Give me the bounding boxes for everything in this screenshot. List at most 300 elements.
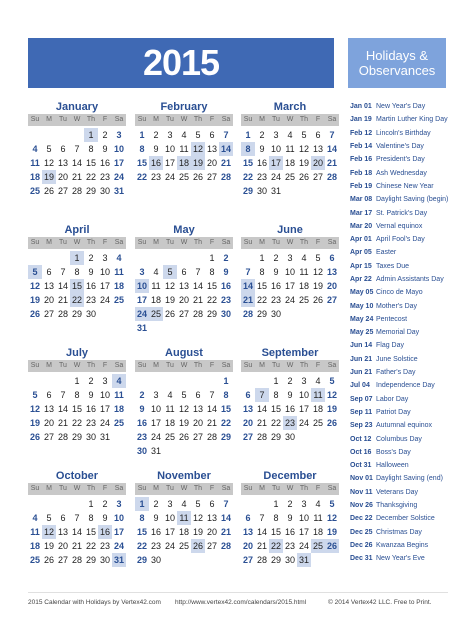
holiday-date: 10 [136, 281, 147, 291]
day-cell: 19 [164, 295, 175, 305]
holiday-row [350, 220, 460, 233]
holiday-row [350, 166, 460, 179]
weekday-header: Sa [112, 237, 126, 249]
day-cell: 27 [57, 555, 68, 565]
day-cell: 19 [326, 527, 337, 537]
day-cell: 7 [74, 513, 80, 523]
day-cell: 3 [167, 130, 173, 140]
holiday-date: 7 [255, 388, 269, 402]
weekday-header: Tu [56, 237, 70, 249]
footer-link[interactable]: http://www.vertex42.com/calendars/2015.html [175, 599, 307, 606]
holiday-date-label: Jan 19 [350, 116, 372, 124]
month-grid [28, 360, 126, 444]
day-cell: 12 [43, 158, 54, 168]
day-cell: 16 [85, 404, 96, 414]
day-cell: 7 [259, 513, 265, 523]
holiday-date-label: Apr 15 [350, 262, 372, 270]
day-cell: 15 [85, 527, 96, 537]
day-cell: 15 [256, 281, 267, 291]
holiday-date-label: Sep 07 [350, 395, 373, 403]
day-cell: 31 [270, 186, 281, 196]
day-cell: 25 [298, 295, 309, 305]
weekday-header: Sa [325, 237, 339, 249]
day-cell: 10 [298, 390, 309, 400]
holiday-name: Martin Luther King Day [376, 116, 448, 124]
day-cell: 10 [270, 144, 281, 154]
day-cell: 3 [102, 376, 108, 386]
footer-divider [28, 592, 448, 593]
holiday-date: 5 [28, 265, 42, 279]
day-cell: 23 [136, 432, 147, 442]
day-cell: 25 [29, 555, 40, 565]
day-cell: 2 [153, 499, 159, 509]
day-cell: 22 [136, 541, 147, 551]
day-cell: 13 [242, 527, 253, 537]
holiday-row [350, 273, 460, 286]
weekday-header: Th [84, 114, 98, 126]
weekday-header: F [98, 360, 112, 372]
holiday-date: 5 [163, 265, 177, 279]
day-cell: 18 [298, 281, 309, 291]
holiday-row [350, 459, 460, 472]
weekday-header: Tu [56, 483, 70, 495]
day-cell: 5 [195, 499, 201, 509]
day-cell: 30 [99, 186, 110, 196]
day-cell: 10 [113, 513, 124, 523]
holiday-date: 31 [298, 555, 309, 565]
weekday-header: Tu [56, 114, 70, 126]
holiday-date: 24 [136, 309, 147, 319]
month-grid [135, 360, 233, 458]
month-name: December [263, 470, 317, 482]
month-may [135, 223, 233, 335]
weekday-header: Su [135, 114, 149, 126]
holiday-name: Patriot Day [376, 408, 411, 416]
day-cell: 25 [113, 418, 124, 428]
day-cell: 10 [164, 513, 175, 523]
day-cell: 5 [32, 390, 38, 400]
day-cell: 14 [220, 513, 231, 523]
day-cell: 9 [88, 267, 94, 277]
day-cell: 26 [178, 432, 189, 442]
holiday-date-label: Mar 17 [350, 209, 373, 217]
day-cell: 28 [57, 309, 68, 319]
day-cell: 6 [60, 513, 66, 523]
holiday-row [350, 326, 460, 339]
day-cell: 27 [206, 172, 217, 182]
month-june [241, 223, 339, 321]
day-cell: 24 [150, 432, 161, 442]
day-cell: 27 [192, 432, 203, 442]
weekday-header: Tu [269, 237, 283, 249]
month-january [28, 100, 126, 198]
day-cell: 25 [178, 541, 189, 551]
day-cell: 12 [29, 281, 40, 291]
holiday-date-label: May 24 [350, 315, 374, 323]
day-cell: 6 [209, 130, 215, 140]
day-cell: 31 [113, 186, 124, 196]
weekday-header: Su [241, 114, 255, 126]
weekday-header: Su [241, 483, 255, 495]
day-cell: 5 [46, 144, 52, 154]
day-cell: 11 [299, 267, 309, 277]
weekday-header: Th [297, 237, 311, 249]
holiday-name: Vernal equinox [376, 222, 423, 230]
day-cell: 7 [74, 144, 80, 154]
day-cell: 3 [116, 130, 122, 140]
day-cell: 5 [329, 376, 335, 386]
day-cell: 14 [57, 404, 68, 414]
day-cell: 30 [136, 446, 147, 456]
day-cell: 21 [220, 158, 231, 168]
weekday-header: Su [28, 237, 42, 249]
day-cell: 11 [165, 404, 175, 414]
day-cell: 13 [43, 404, 54, 414]
day-cell: 26 [298, 172, 309, 182]
weekday-header: F [205, 360, 219, 372]
day-cell: 9 [88, 390, 94, 400]
day-cell: 4 [287, 130, 293, 140]
day-cell: 1 [74, 376, 80, 386]
weekday-header: Sa [219, 360, 233, 372]
weekday-header: F [311, 360, 325, 372]
day-cell: 30 [256, 186, 267, 196]
day-cell: 5 [46, 513, 52, 523]
holiday-name: President's Day [376, 156, 425, 164]
day-cell: 20 [43, 295, 54, 305]
day-cell: 17 [164, 527, 175, 537]
day-cell: 19 [178, 418, 189, 428]
holiday-date: 1 [70, 251, 84, 265]
day-cell: 4 [181, 130, 187, 140]
day-cell: 21 [220, 527, 231, 537]
weekday-header: Sa [112, 360, 126, 372]
holiday-name: Cinco de Mayo [376, 289, 423, 297]
day-cell: 22 [85, 172, 96, 182]
day-cell: 2 [287, 499, 293, 509]
day-cell: 12 [164, 281, 175, 291]
weekday-header: W [177, 360, 191, 372]
day-cell: 18 [150, 295, 161, 305]
day-cell: 16 [284, 404, 295, 414]
day-cell: 6 [60, 144, 66, 154]
day-cell: 27 [57, 186, 68, 196]
holiday-row [350, 526, 460, 539]
month-name: October [55, 470, 99, 482]
weekday-header: M [255, 483, 269, 495]
holiday-row [350, 539, 460, 552]
holiday-date-label: Feb 14 [350, 143, 373, 151]
month-grid [135, 114, 233, 184]
day-cell: 24 [99, 418, 110, 428]
day-cell: 7 [195, 267, 201, 277]
holiday-date-label: Apr 01 [350, 236, 372, 244]
holiday-name: Boss's Day [376, 448, 411, 456]
day-cell: 23 [284, 541, 295, 551]
month-august [135, 346, 233, 458]
day-cell: 20 [57, 172, 68, 182]
day-cell: 26 [326, 418, 337, 428]
holiday-date-label: May 05 [350, 289, 374, 297]
weekday-header: M [42, 483, 56, 495]
holiday-name: New Year's Eve [376, 555, 425, 563]
weekday-header: Th [191, 483, 205, 495]
day-cell: 3 [167, 499, 173, 509]
holiday-name: Daylight Saving (end) [376, 475, 443, 483]
holiday-date-label: Apr 05 [350, 249, 372, 257]
holiday-date-label: Dec 22 [350, 515, 373, 523]
day-cell: 28 [326, 172, 337, 182]
day-cell: 24 [113, 541, 124, 551]
holiday-row [350, 313, 460, 326]
day-cell: 22 [270, 418, 281, 428]
weekday-header: Th [191, 237, 205, 249]
day-cell: 18 [312, 527, 323, 537]
holiday-date-label: Jun 21 [350, 369, 373, 377]
weekday-header: Tu [56, 360, 70, 372]
day-cell: 5 [329, 499, 335, 509]
holiday-row [350, 339, 460, 352]
holiday-row [350, 393, 460, 406]
holiday-name: Pentecost [376, 315, 408, 323]
day-cell: 12 [298, 144, 309, 154]
weekday-header: Tu [163, 483, 177, 495]
day-cell: 18 [164, 418, 175, 428]
day-cell: 8 [88, 513, 94, 523]
holiday-date-label: Mar 20 [350, 222, 373, 230]
day-cell: 14 [71, 527, 82, 537]
day-cell: 27 [43, 432, 54, 442]
holiday-row [350, 446, 460, 459]
weekday-header: Sa [325, 360, 339, 372]
day-cell: 16 [284, 527, 295, 537]
day-cell: 11 [114, 267, 124, 277]
day-cell: 15 [242, 158, 253, 168]
day-cell: 31 [150, 446, 161, 456]
day-cell: 29 [85, 555, 96, 565]
day-cell: 13 [192, 404, 203, 414]
day-cell: 14 [71, 158, 82, 168]
holiday-date: 20 [312, 158, 323, 168]
weekday-header: Sa [219, 237, 233, 249]
day-cell: 15 [270, 527, 281, 537]
day-cell: 19 [192, 527, 203, 537]
day-cell: 25 [164, 432, 175, 442]
day-cell: 28 [256, 432, 267, 442]
weekday-header: Sa [325, 114, 339, 126]
day-cell: 29 [256, 309, 267, 319]
weekday-header: M [42, 114, 56, 126]
holiday-date-label: Nov 01 [350, 475, 373, 483]
day-cell: 14 [326, 144, 337, 154]
holiday-name: April Fool's Day [376, 236, 425, 244]
weekday-header: M [42, 360, 56, 372]
month-february [135, 100, 233, 184]
day-cell: 29 [206, 309, 217, 319]
holiday-date: 19 [192, 158, 203, 168]
holiday-date-label: Nov 26 [350, 502, 373, 510]
day-cell: 29 [71, 309, 82, 319]
holiday-date: 16 [99, 527, 110, 537]
day-cell: 1 [209, 253, 215, 263]
holiday-name: Veterans Day [376, 488, 419, 496]
holiday-row [350, 100, 460, 113]
holiday-date: 15 [71, 281, 82, 291]
weekday-header: F [205, 483, 219, 495]
day-cell: 17 [298, 527, 309, 537]
weekday-header: Tu [269, 360, 283, 372]
holiday-date: 14 [242, 281, 253, 291]
holiday-row [350, 113, 460, 126]
day-cell: 22 [85, 541, 96, 551]
day-cell: 1 [245, 130, 251, 140]
day-cell: 20 [242, 418, 253, 428]
day-cell: 30 [284, 432, 295, 442]
weekday-header: F [205, 114, 219, 126]
weekday-header: M [149, 237, 163, 249]
day-cell: 6 [245, 390, 251, 400]
holiday-row [350, 499, 460, 512]
day-cell: 21 [71, 172, 82, 182]
weekday-header: W [177, 483, 191, 495]
day-cell: 29 [85, 186, 96, 196]
day-cell: 9 [259, 144, 265, 154]
day-cell: 13 [326, 267, 337, 277]
weekday-header: Su [135, 237, 149, 249]
holiday-date: 14 [220, 144, 231, 154]
day-cell: 23 [220, 295, 231, 305]
holiday-date: 17 [270, 158, 281, 168]
day-cell: 27 [178, 309, 189, 319]
day-cell: 4 [315, 499, 321, 509]
day-cell: 28 [71, 555, 82, 565]
holiday-row [350, 379, 460, 392]
day-cell: 4 [315, 376, 321, 386]
day-cell: 21 [71, 541, 82, 551]
day-cell: 6 [195, 390, 201, 400]
holiday-row [350, 406, 460, 419]
holiday-date-label: Apr 22 [350, 276, 372, 283]
holiday-row [350, 299, 460, 312]
day-cell: 20 [242, 541, 253, 551]
holiday-date: 22 [71, 295, 82, 305]
day-cell: 17 [298, 404, 309, 414]
day-cell: 15 [220, 404, 231, 414]
weekday-header: Su [28, 114, 42, 126]
day-cell: 20 [192, 418, 203, 428]
weekday-header: Su [135, 360, 149, 372]
holiday-name: Halloween [376, 462, 409, 470]
day-cell: 15 [71, 404, 82, 414]
day-cell: 23 [150, 172, 161, 182]
weekday-header: W [177, 237, 191, 249]
day-cell: 12 [178, 404, 189, 414]
day-cell: 13 [206, 144, 217, 154]
day-cell: 2 [259, 130, 265, 140]
holiday-date: 12 [43, 527, 54, 537]
holiday-date-label: Dec 31 [350, 555, 373, 563]
day-cell: 26 [312, 295, 323, 305]
weekday-header: Th [84, 360, 98, 372]
month-september [241, 346, 339, 444]
weekday-header: M [42, 237, 56, 249]
day-cell: 14 [192, 281, 203, 291]
weekday-header: W [283, 483, 297, 495]
day-cell: 26 [43, 555, 54, 565]
holiday-name: Independence Day [376, 382, 435, 390]
day-cell: 18 [284, 158, 295, 168]
weekday-header: Tu [163, 237, 177, 249]
day-cell: 17 [113, 158, 124, 168]
holiday-name: Kwanzaa Begins [376, 541, 429, 549]
holiday-row [350, 366, 460, 379]
month-name: November [157, 470, 211, 482]
holiday-name: June Solstice [376, 355, 418, 363]
holiday-date: 26 [326, 541, 337, 551]
weekday-header: Th [297, 483, 311, 495]
day-cell: 13 [206, 513, 217, 523]
day-cell: 8 [273, 390, 279, 400]
day-cell: 15 [85, 158, 96, 168]
day-cell: 3 [301, 499, 307, 509]
month-grid [28, 483, 126, 567]
weekday-header: F [98, 114, 112, 126]
day-cell: 14 [206, 404, 217, 414]
day-cell: 30 [85, 309, 96, 319]
weekday-header: Sa [219, 114, 233, 126]
day-cell: 22 [256, 295, 267, 305]
weekday-header: Sa [112, 483, 126, 495]
holiday-list [350, 100, 460, 565]
weekday-header: Sa [325, 483, 339, 495]
day-cell: 1 [273, 376, 279, 386]
day-cell: 26 [29, 309, 40, 319]
day-cell: 9 [223, 267, 229, 277]
day-cell: 16 [150, 527, 161, 537]
holiday-name: Father's Day [376, 369, 416, 377]
day-cell: 9 [287, 513, 293, 523]
day-cell: 28 [242, 309, 253, 319]
holiday-name: December Solstice [376, 515, 435, 523]
day-cell: 6 [315, 130, 321, 140]
day-cell: 19 [29, 418, 40, 428]
holiday-date: 16 [150, 158, 161, 168]
day-cell: 23 [99, 541, 110, 551]
day-cell: 28 [192, 309, 203, 319]
day-cell: 24 [99, 295, 110, 305]
day-cell: 18 [29, 172, 40, 182]
holiday-date-label: Feb 18 [350, 169, 373, 177]
holiday-date: 11 [177, 511, 191, 525]
day-cell: 31 [99, 432, 110, 442]
day-cell: 20 [43, 418, 54, 428]
day-cell: 26 [43, 186, 54, 196]
day-cell: 24 [164, 541, 175, 551]
holiday-date-label: Oct 12 [350, 435, 372, 443]
weekday-header: Th [191, 360, 205, 372]
weekday-header: W [70, 237, 84, 249]
weekday-header: Su [28, 360, 42, 372]
month-grid [135, 483, 233, 567]
day-cell: 25 [29, 186, 40, 196]
holiday-row [350, 353, 460, 366]
day-cell: 15 [136, 527, 147, 537]
holiday-name: Chinese New Year [376, 182, 434, 190]
day-cell: 2 [139, 390, 145, 400]
day-cell: 2 [102, 499, 108, 509]
day-cell: 6 [209, 499, 215, 509]
holiday-date: 4 [112, 374, 126, 388]
